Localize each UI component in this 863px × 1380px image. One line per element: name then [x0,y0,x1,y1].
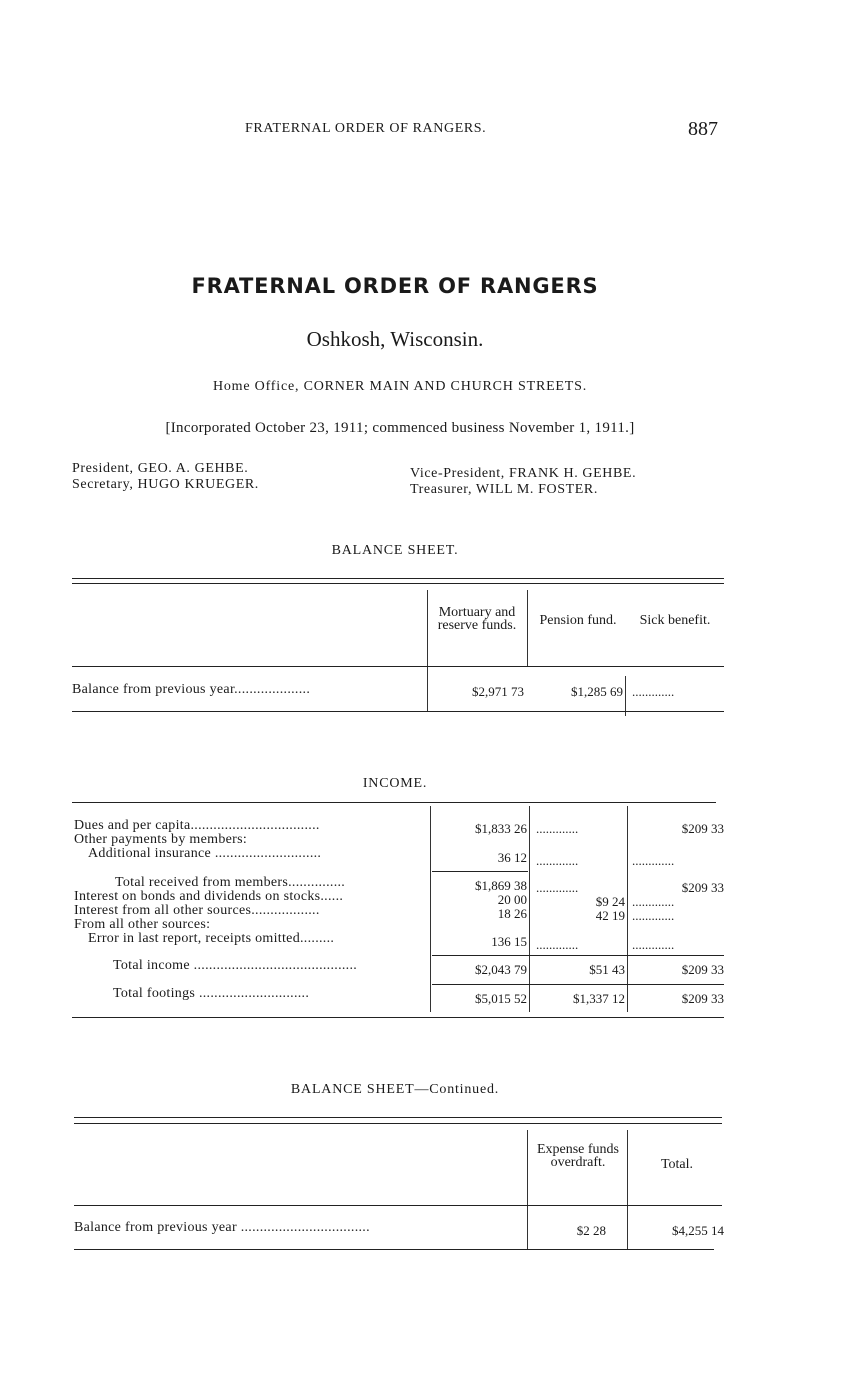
rule [74,1123,722,1124]
cell-mortuary: $2,971 73 [472,684,524,699]
cell-pension: $9 24 [595,894,625,909]
cell-pension: ............. [536,853,579,868]
row-label: Total income ........................................... [113,958,358,973]
column-divider [625,676,626,716]
page-number: 887 [688,118,718,140]
column-divider [627,1130,628,1250]
cell-pension: ............. [536,880,579,895]
rule [432,984,724,985]
row-label: Interest from all other sources.................. [74,903,320,918]
president-line: President, GEO. A. GEHBE. [72,461,249,476]
cell-mortuary: $2,043 79 [475,962,527,977]
home-office-line: Home Office, CORNER MAIN AND CHURCH STREETS. [212,379,588,394]
header-sick: Sick benefit. [639,613,711,628]
cell-expense: $2 28 [576,1223,606,1238]
secretary-line: Secretary, HUGO KRUEGER. [72,477,259,492]
rule [72,578,724,579]
header-pension: Pension fund. [539,613,617,628]
cell-sick: ............. [632,937,675,952]
officers-right [410,466,636,498]
rule [432,955,724,956]
row-label: Additional insurance ............................ [88,846,322,861]
cell-sick: ............. [632,853,675,868]
cell-mortuary: $1,833 26 [475,821,527,836]
cell-sick: ............. [632,684,675,699]
cell-mortuary: 36 12 [497,850,527,865]
rule [74,1117,722,1118]
rule [72,802,716,803]
cell-pension: $1,285 69 [571,684,623,699]
row-label: Balance from previous year .................................. [74,1220,370,1235]
rule [432,871,528,872]
page-title: FRATERNAL ORDER OF RANGERS [191,274,599,298]
cell-pension: ............. [536,937,579,952]
rule [72,583,724,584]
rule [72,666,724,667]
column-divider [527,1130,528,1250]
cell-pension: ............. [536,821,579,836]
treasurer-line: Treasurer, WILL M. FOSTER. [410,482,598,497]
cell-sick: $209 33 [681,962,724,977]
rule [72,1017,724,1018]
cell-mortuary: $1,869 38 [475,878,527,893]
cell-sick: $209 33 [681,991,724,1006]
cell-sick: $209 33 [681,880,724,895]
running-head-title: FRATERNAL ORDER OF RANGERS. [245,121,487,136]
rule [74,1249,714,1250]
row-label: Total received from members............... [115,875,346,890]
row-label: Balance from previous year.................... [72,682,311,697]
vice-president-line: Vice-President, FRANK H. GEHBE. [410,466,637,481]
row-label: Dues and per capita.................................. [74,818,320,833]
row-label: From all other sources: [74,917,211,932]
cell-mortuary: $5,015 52 [475,991,527,1006]
city-heading: Oshkosh, Wisconsin. [306,327,484,351]
cell-sick: ............. [632,894,675,909]
row-label: Total footings ............................. [113,986,310,1001]
row-label: Interest on bonds and dividends on stocks...... [74,889,344,904]
cell-mortuary: 136 15 [491,934,527,949]
cell-mortuary: 20 00 [497,892,527,907]
column-divider [627,806,628,1012]
income-title: INCOME. [362,776,428,791]
balance-sheet-continued-title: BALANCE SHEET—Continued. [290,1082,500,1097]
cell-sick: ............. [632,908,675,923]
rule [72,711,724,712]
column-divider [430,806,431,1012]
incorporation-line: [Incorporated October 23, 1911; commenced business November 1, 1911.] [165,420,635,436]
running-head [0,118,863,142]
rule [74,1205,722,1206]
balance-sheet-title: BALANCE SHEET. [331,543,459,558]
row-label: Error in last report, receipts omitted......... [88,931,335,946]
row-label: Other payments by members: [74,832,248,847]
cell-sick: $209 33 [681,821,724,836]
header-total: Total. [660,1157,694,1172]
header-expense: Expense funds overdraft. [536,1142,620,1170]
cell-total: $4,255 14 [672,1223,724,1238]
cell-pension: 42 19 [595,908,625,923]
column-divider [527,590,528,666]
officers-left [72,461,259,493]
cell-mortuary: 18 26 [497,906,527,921]
header-mortuary: Mortuary and reserve funds. [437,605,517,633]
cell-pension: $1,337 12 [573,991,625,1006]
cell-pension: $51 43 [589,962,625,977]
